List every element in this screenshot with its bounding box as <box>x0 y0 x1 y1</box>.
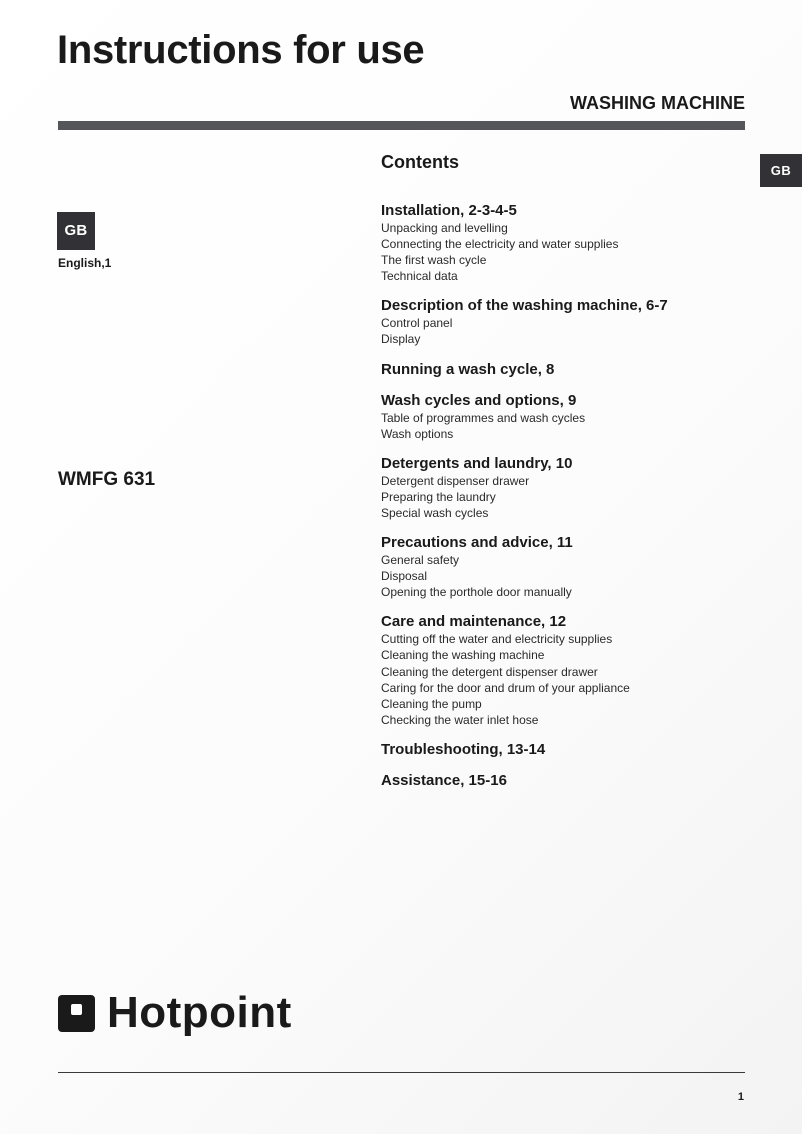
toc-section-title: Description of the washing machine, 6-7 <box>381 297 668 315</box>
table-of-contents <box>381 150 761 802</box>
toc-section-list <box>381 201 761 790</box>
toc-subitem: Cleaning the washing machine <box>381 648 545 663</box>
language-badge: GB <box>57 212 95 250</box>
toc-subitem: Connecting the electricity and water supplies <box>381 237 619 252</box>
toc-section <box>381 201 761 284</box>
product-type: WASHING MACHINE <box>570 93 745 113</box>
toc-section <box>381 533 761 600</box>
toc-subitem: Opening the porthole door manually <box>381 585 572 600</box>
toc-subitem: Control panel <box>381 316 453 331</box>
toc-section <box>381 296 761 347</box>
toc-section <box>381 771 761 790</box>
toc-subitem-list <box>381 315 761 347</box>
toc-section-title: Installation, 2-3-4-5 <box>381 202 517 219</box>
toc-section-title: Troubleshooting, 13-14 <box>381 740 546 758</box>
toc-subitem: Cutting off the water and electricity supplies <box>381 632 613 647</box>
toc-subitem: The first wash cycle <box>381 253 487 268</box>
toc-subitem: Wash options <box>381 426 454 441</box>
toc-subitem: Display <box>381 332 421 347</box>
toc-section-title: Wash cycles and options, 9 <box>381 391 577 409</box>
toc-subitem: Cleaning the detergent dispenser drawer <box>381 664 598 679</box>
language-side-tab: GB <box>760 154 802 187</box>
toc-section <box>381 454 761 521</box>
model-number: WMFG 631 <box>58 469 156 490</box>
toc-section-title: Care and maintenance, 12 <box>381 613 567 631</box>
contents-heading: Contents <box>381 152 459 172</box>
toc-section <box>381 740 761 759</box>
toc-subitem-list <box>381 631 761 728</box>
brand-name: Hotpoint <box>107 988 292 1037</box>
toc-subitem: Special wash cycles <box>381 505 489 520</box>
toc-subitem: Caring for the door and drum of your appliance <box>381 680 630 695</box>
toc-subitem-list <box>381 473 761 521</box>
toc-subitem-list <box>381 410 761 442</box>
toc-section-title: Running a wash cycle, 8 <box>381 360 555 378</box>
toc-subitem: Table of programmes and wash cycles <box>381 410 586 425</box>
page-title: Instructions for use <box>57 28 425 72</box>
toc-subitem: General safety <box>381 553 460 568</box>
language-page-ref: English,1 <box>58 256 112 270</box>
toc-subitem: Technical data <box>381 269 458 284</box>
page-number: 1 <box>737 1091 744 1103</box>
hotpoint-logo-mark-icon <box>58 995 95 1032</box>
toc-section-title: Precautions and advice, 11 <box>381 534 573 552</box>
toc-subitem: Preparing the laundry <box>381 489 496 504</box>
toc-section <box>381 360 761 379</box>
toc-subitem: Checking the water inlet hose <box>381 712 539 727</box>
toc-subitem-list <box>381 220 761 284</box>
toc-section <box>381 391 761 442</box>
toc-subitem: Unpacking and levelling <box>381 221 508 235</box>
toc-section-title: Detergents and laundry, 10 <box>381 454 573 472</box>
title-divider <box>58 121 745 130</box>
footer-divider <box>58 1072 745 1073</box>
toc-subitem: Disposal <box>381 569 428 584</box>
toc-section <box>381 612 761 728</box>
toc-subitem: Detergent dispenser drawer <box>381 473 530 488</box>
toc-subitem: Cleaning the pump <box>381 696 482 711</box>
toc-section-title: Assistance, 15-16 <box>381 771 507 789</box>
brand-logo <box>58 988 292 1037</box>
toc-subitem-list <box>381 552 761 600</box>
